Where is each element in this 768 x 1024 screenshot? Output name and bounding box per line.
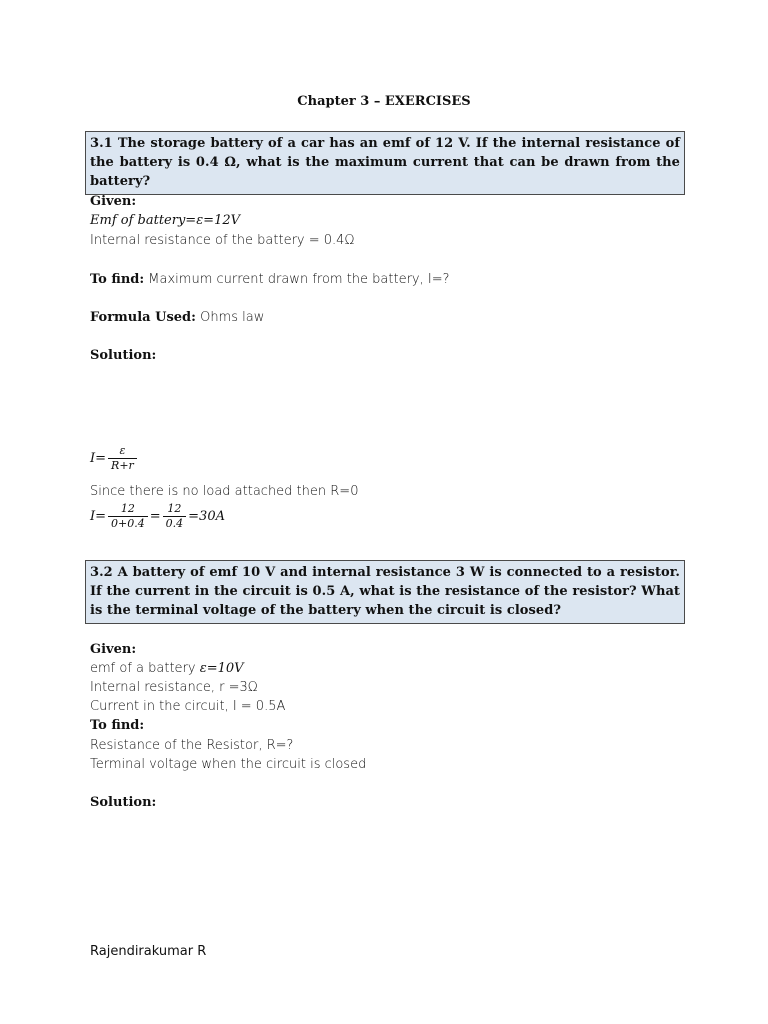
q2-given-label: Given: [90,642,137,657]
question-3-1-box: 3.1 The storage battery of a car has an emf of 12 V. If the internal resistance of the battery is 0.4 Ω, what is the maximum current that can be drawn from the battery? [85,131,685,195]
q2-to-find-terminal-voltage: Terminal voltage when the circuit is closed [90,757,367,772]
q1-eq2-equals: = [149,509,161,524]
page-title: Chapter 3 – EXERCISES [297,94,471,109]
q2-given-internal-resistance: Internal resistance, r =3Ω [90,680,258,695]
q1-no-load-text: Since there is no load attached then R=0 [90,484,359,499]
q1-eq1-fraction [108,444,137,473]
q1-to-find [90,270,450,289]
q1-to-find-label: To find: [90,272,145,287]
q2-given-emf [90,659,244,678]
q2-to-find-resistance: Resistance of the Resistor, R=? [90,738,294,753]
q1-given-label: Given: [90,194,137,209]
q1-eq1-lhs: I= [90,451,107,466]
q1-solution-label: Solution: [90,348,157,363]
q1-eq1-numerator: ε [108,444,137,459]
q1-eq2-denominator-2: 0.4 [165,517,184,530]
q2-given-emf-text: emf of a battery [90,661,200,676]
q1-given-internal-resistance: Internal resistance of the battery = 0.4Ω [90,233,355,248]
q1-eq2-fraction-2 [163,502,187,531]
q2-to-find-label: To find: [90,718,145,733]
footer-author: Rajendirakumar R [90,944,207,959]
question-3-2-box: 3.2 A battery of emf 10 V and internal resistance 3 W is connected to a resistor. If the current in the circuit is 0.5 A, what is the resistance of the resistor? What is the terminal voltage of the battery when the circuit is closed? [85,560,685,624]
q1-to-find-text: Maximum current drawn from the battery, I=? [144,272,450,287]
q2-given-emf-math: ε=10V [199,661,244,676]
q1-eq2-numerator-1: 12 [108,502,148,517]
q2-given-current: Current in the circuit, I = 0.5A [90,699,286,714]
q1-eq2-lhs: I= [90,509,107,524]
q1-eq1-denominator: R+r [111,459,134,472]
q1-eq2-fraction-1 [108,502,148,531]
q1-formula [90,308,264,327]
q1-eq2-numerator-2: 12 [163,502,187,517]
q1-given-emf: Emf of battery=ε=12V [90,213,240,228]
q1-equation-ohms-law [90,444,139,473]
q1-eq2-result: =30A [188,509,225,524]
q1-equation-result [90,502,225,531]
q1-eq2-denominator-1: 0+0.4 [111,517,145,530]
q2-solution-label: Solution: [90,795,157,810]
q1-formula-label: Formula Used: [90,310,196,325]
q1-formula-text: Ohms law [195,310,265,325]
